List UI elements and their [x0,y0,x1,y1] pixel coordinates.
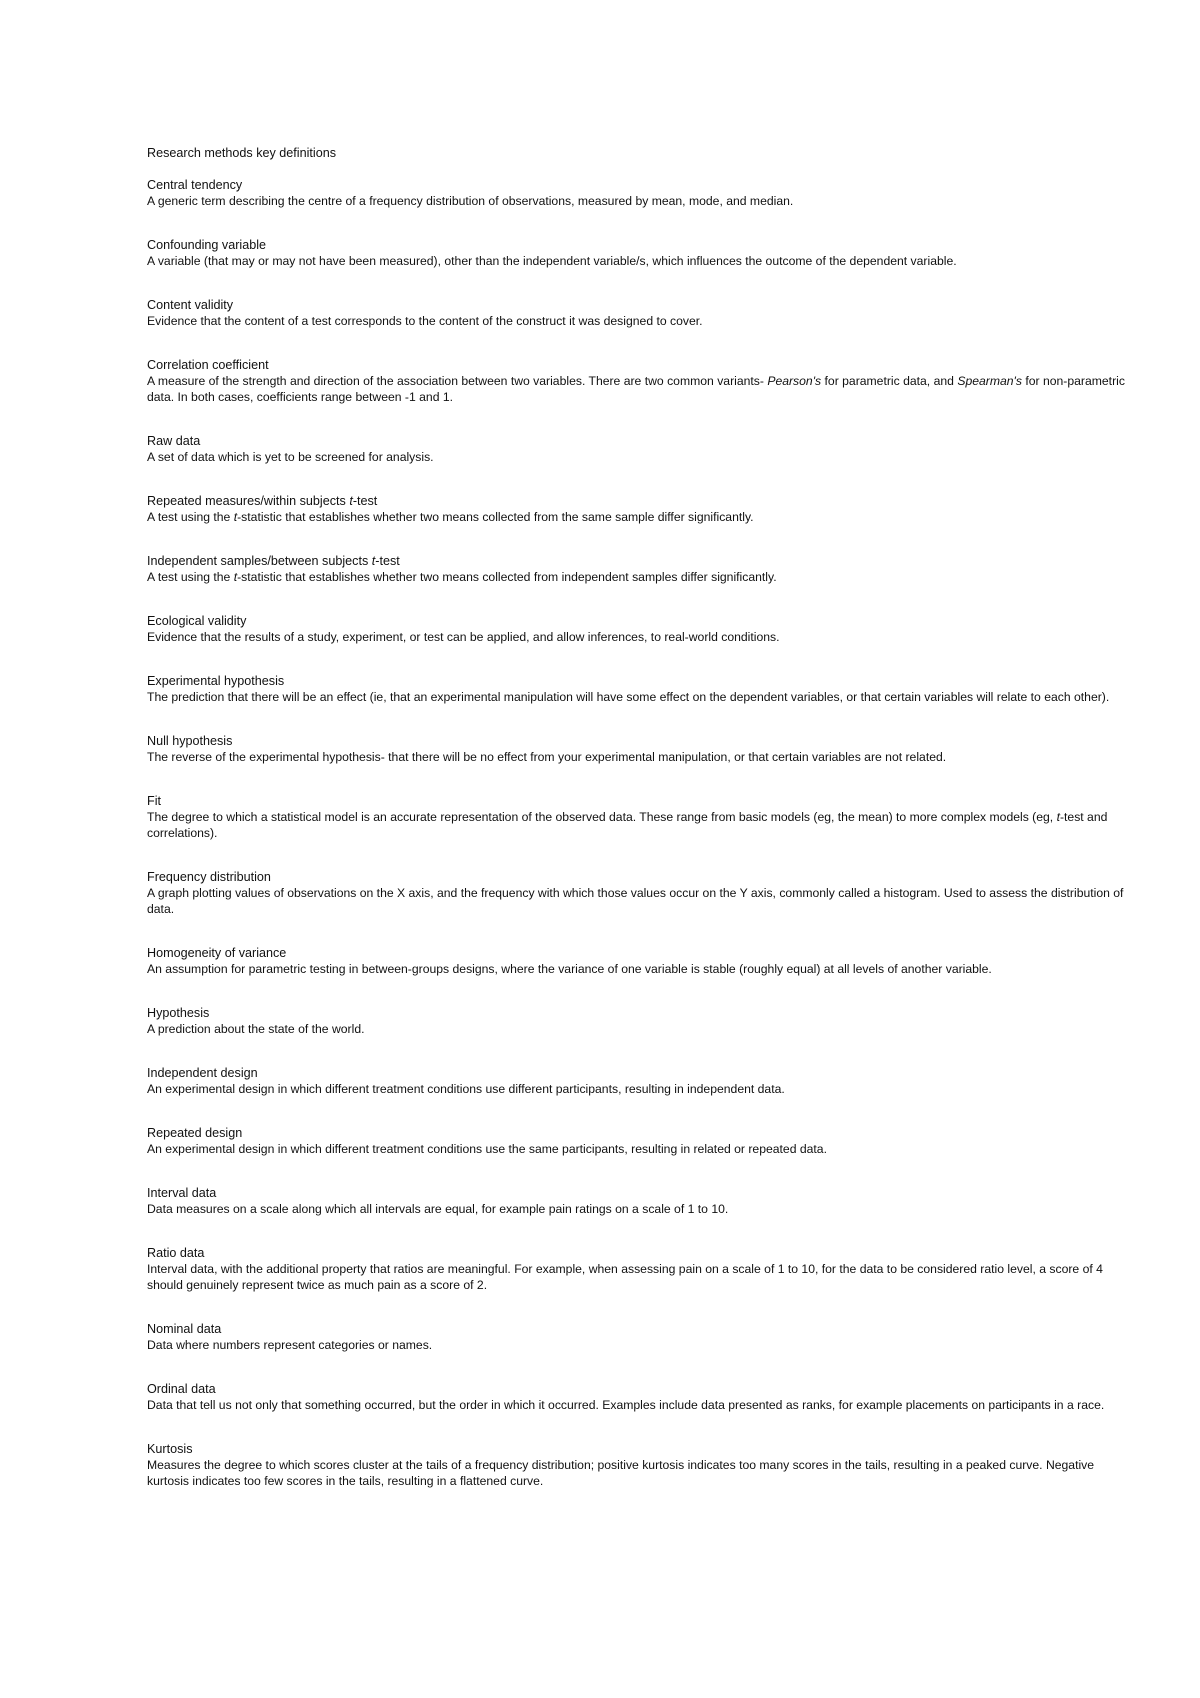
definition-term: Confounding variable [147,238,267,252]
definition-text: An experimental design in which different treatment conditions use different participants, resulting in independent data. [147,1082,785,1096]
definition-text: Data that tell us not only that something occurred, but the order in which it occurred. Examples include data presented as ranks, for example placements on participants in a race. [147,1398,1105,1412]
definition-entry [147,177,1132,209]
definition-text: A generic term describing the centre of a frequency distribution of observations, measured by mean, mode, and median. [147,194,794,208]
definition-entry [147,297,1132,329]
definition-text: A variable (that may or may not have been measured), other than the independent variable/s, which influences the outcome of the dependent variable. [147,254,957,268]
definition-term: Nominal data [147,1322,222,1336]
definition-term: Experimental hypothesis [147,674,285,688]
definition-entry [147,673,1132,705]
definition-text: Interval data, with the additional property that ratios are meaningful. For example, when assessing pain on a scale of 1 to 10, for the data to be considered ratio level, a score of 4 should genuinely represent twice as much pain as a score of 2. [147,1262,1103,1292]
definition-term: Homogeneity of variance [147,946,287,960]
definition-term: Independent samples/between subjects t-test [147,554,400,568]
definition-term: Fit [147,794,161,808]
definition-entry [147,733,1132,765]
definition-term: Ratio data [147,1246,205,1260]
definitions-list [147,177,1132,1489]
definition-text: A prediction about the state of the world. [147,1022,365,1036]
definition-term: Independent design [147,1066,258,1080]
definition-entry [147,1065,1132,1097]
definition-text: An experimental design in which different treatment conditions use the same participants, resulting in related or repeated data. [147,1142,827,1156]
document-title: Research methods key definitions [147,146,337,160]
definition-term: Content validity [147,298,234,312]
definition-term: Null hypothesis [147,734,233,748]
definition-entry [147,1441,1132,1489]
definition-entry [147,945,1132,977]
definition-text: A measure of the strength and direction of the association between two variables. There are two common variants- Pearson's for parametric data, and Spearman's for non-parametric data. In both cases, coefficients range between -1 and 1. [147,374,1125,404]
definition-text: A test using the t-statistic that establishes whether two means collected from independent samples differ significantly. [147,570,777,584]
document-page [147,145,1132,1517]
definition-text: The degree to which a statistical model is an accurate representation of the observed data. These range from basic models (eg, the mean) to more complex models (eg, t-test and correlations). [147,810,1108,840]
definition-term: Repeated measures/within subjects t-test [147,494,378,508]
definition-text: A set of data which is yet to be screened for analysis. [147,450,434,464]
definition-term: Interval data [147,1186,217,1200]
definition-entry [147,1185,1132,1217]
definition-term: Central tendency [147,178,243,192]
definition-text: Evidence that the content of a test corresponds to the content of the construct it was designed to cover. [147,314,703,328]
definition-term: Hypothesis [147,1006,210,1020]
definition-term: Correlation coefficient [147,358,269,372]
definition-term: Kurtosis [147,1442,193,1456]
definition-text: Data measures on a scale along which all intervals are equal, for example pain ratings on a scale of 1 to 10. [147,1202,729,1216]
definition-term: Frequency distribution [147,870,271,884]
definition-entry [147,1125,1132,1157]
definition-text: Data where numbers represent categories or names. [147,1338,433,1352]
definition-text: An assumption for parametric testing in between-groups designs, where the variance of one variable is stable (roughly equal) at all levels of another variable. [147,962,992,976]
definition-text: The reverse of the experimental hypothesis- that there will be no effect from your experimental manipulation, or that certain variables are not related. [147,750,947,764]
definition-entry [147,553,1132,585]
definition-text: Measures the degree to which scores cluster at the tails of a frequency distribution; positive kurtosis indicates too many scores in the tails, resulting in a peaked curve. Negative kurtosis indicates too few scores in the tails, resulting in a flattened curve. [147,1458,1095,1488]
definition-entry [147,493,1132,525]
definition-text: A test using the t-statistic that establishes whether two means collected from the same sample differ significantly. [147,510,754,524]
definition-term: Repeated design [147,1126,243,1140]
definition-entry [147,869,1132,917]
definition-entry [147,1005,1132,1037]
definition-term: Ecological validity [147,614,247,628]
definition-entry [147,237,1132,269]
definition-entry [147,357,1132,405]
definition-entry [147,793,1132,841]
definition-term: Ordinal data [147,1382,216,1396]
definition-text: Evidence that the results of a study, experiment, or test can be applied, and allow inferences, to real-world conditions. [147,630,780,644]
definition-entry [147,613,1132,645]
definition-entry [147,1245,1132,1293]
definition-entry [147,433,1132,465]
definition-text: A graph plotting values of observations on the X axis, and the frequency with which those values occur on the Y axis, commonly called a histogram. Used to assess the distribution of data. [147,886,1124,916]
definition-text: The prediction that there will be an effect (ie, that an experimental manipulation will have some effect on the dependent variables, or that certain variables will relate to each other). [147,690,1110,704]
definition-entry [147,1321,1132,1353]
definition-entry [147,1381,1132,1413]
definition-term: Raw data [147,434,201,448]
